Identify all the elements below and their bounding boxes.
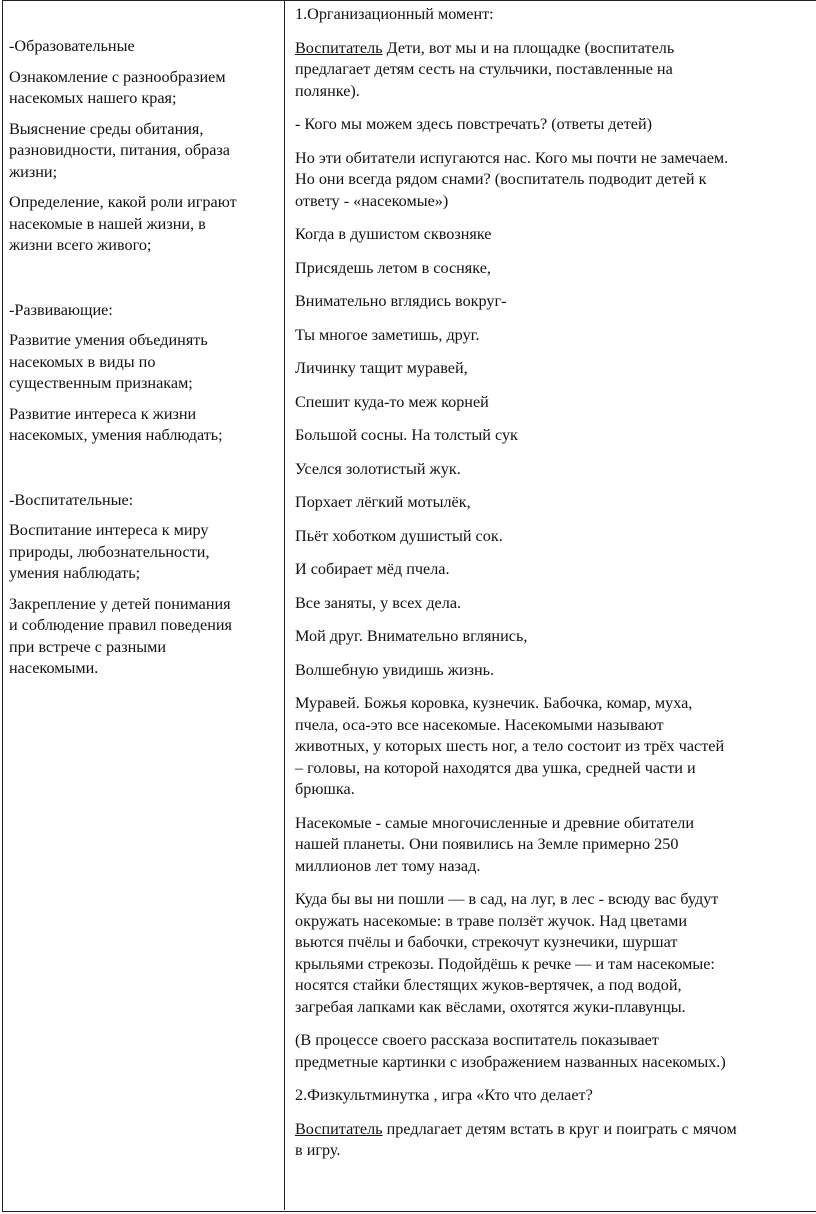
pictures-paragraph: (В процессе своего рассказа воспитатель показывает предметные картинки с изображением названных насекомых.) <box>295 1031 726 1071</box>
insects-paragraph: Муравей. Божья коровка, кузнечик. Бабочка, комар, муха, пчела, оса-это все насекомые. Насекомыми называют животных, у которых шесть ног, а тело состоит из трёх частей – головы, на которой находятся два ушка, средней части и брюшка. <box>295 694 725 798</box>
educational-item: Определение, какой роли играют насекомые в нашей жизни, в жизни всего живого; <box>9 193 237 254</box>
poem-line: Когда в душистом сквозняке <box>295 225 492 243</box>
upbringing-item: Воспитание интереса к миру природы, любознательности, умения наблюдать; <box>9 521 210 582</box>
history-paragraph: Насекомые - самые многочисленные и древние обитатели нашей планеты. Они появились на Земле примерно 250 миллионов лет тому назад. <box>295 813 695 875</box>
poem-line: Порхает лёгкий мотылёк, <box>295 493 471 511</box>
poem-line: Волшебную увидишь жизнь. <box>295 660 495 679</box>
answer-paragraph: Но эти обитатели испугаются нас. Кого мы почти не замечаем. Но они всегда рядом снами? (воспитатель подводит детей к ответу - «насекомые») <box>295 148 729 210</box>
poem-line: Присядешь летом в сосняке, <box>295 258 491 277</box>
poem-line: Ты многое заметишь, друг. <box>295 325 480 344</box>
developing-heading: -Развивающие: <box>9 300 113 319</box>
poem-line: Уселся золотистый жук. <box>295 459 461 478</box>
goals-column <box>9 36 287 689</box>
poem-line: Спешит куда-то меж корней <box>295 392 489 411</box>
poem-line: Большой сосны. На толстый сук <box>295 426 518 444</box>
intro-paragraph: Воспитатель Дети, вот мы и на площадке (воспитатель предлагает детям сесть на стульчики, поставленные на полянке). <box>295 38 675 100</box>
educational-heading: -Образовательные <box>9 37 135 55</box>
habitat-paragraph: Куда бы вы ни пошли — в сад, на луг, в лес - всюду вас будут окружать насекомые: в траве ползёт жучок. Над цветами вьются пчёлы и бабочки, стрекочут кузнечики, шуршат крыльями стрекозы. Подойдёшь к речке — и там насекомые: носятся стайки блестящих жуков-вертячек, а под водой, загребая лапками как вёслами, охотятся жуки-плавунцы. <box>295 890 719 1016</box>
poem-line: И собирает мёд пчела. <box>295 560 450 578</box>
poem-line: Внимательно вглядись вокруг- <box>295 292 507 310</box>
developing-item: Развитие интереса к жизни насекомых, умения наблюдать; <box>9 404 223 444</box>
lesson-column <box>295 4 816 1174</box>
upbringing-heading: -Воспитательные: <box>9 490 134 509</box>
poem-line: Мой друг. Внимательно вглянись, <box>295 627 528 645</box>
section-title: 2.Физкультминутка , игра «Кто что делает? <box>295 1086 593 1104</box>
teacher-label: Воспитатель <box>295 38 383 57</box>
poem-line: Личинку тащит муравей, <box>295 359 468 377</box>
poem-line: Пьёт хоботком душистый сок. <box>295 526 503 545</box>
upbringing-item: Закрепление у детей понимания и соблюдение правил поведения при встрече с разными насекомыми. <box>9 594 232 677</box>
question-line: - Кого мы можем здесь повстречать? (ответы детей) <box>295 115 653 133</box>
section-title: 1.Организационный момент: <box>295 5 494 23</box>
developing-item: Развитие умения объединять насекомых в виды по существенным признакам; <box>9 331 208 392</box>
educational-item: Ознакомление с разнообразием насекомых нашего края; <box>9 67 226 107</box>
teacher-label: Воспитатель <box>295 1119 383 1138</box>
poem-line: Все заняты, у всех дела. <box>295 593 462 612</box>
game-paragraph: Воспитатель предлагает детям встать в круг и поиграть с мячом в игру. <box>295 1119 737 1159</box>
educational-item: Выяснение среды обитания, разновидности, питания, образа жизни; <box>9 119 230 181</box>
